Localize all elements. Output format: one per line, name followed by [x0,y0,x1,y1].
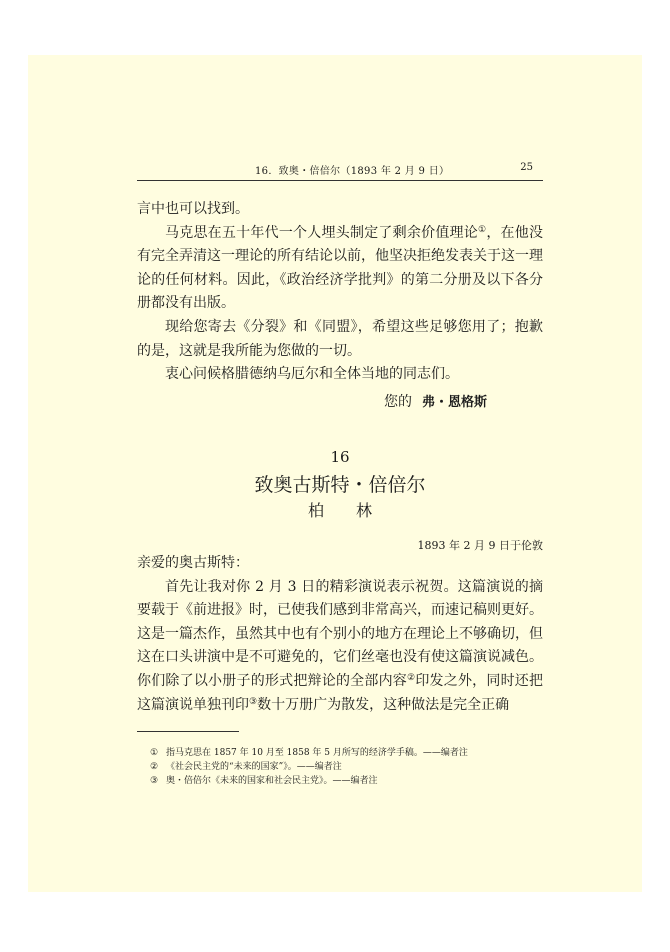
footnote-marker[interactable]: ② [407,672,416,683]
text-run: ，在他没有完全弄清这一理论的所有结论以前，他坚决拒绝发表关于这一理论的任何材料。因此，《政治经济学批判》的第二分册及以下各分册都没有出版。 [137,224,543,312]
footnote [150,760,468,774]
footnote-text: 奥・倍倍尔《未来的国家和社会民主党》。——编者注 [166,776,378,786]
paragraph [137,222,543,316]
footnote [150,774,468,788]
footnote-marker[interactable]: ① [478,224,487,235]
footnote-mark: ② [150,762,159,772]
letter-number: 16 [330,448,350,466]
running-header [137,160,543,181]
paragraph: 现给您寄去《分裂》和《同盟》，希望这些足够您用了；抱歉的是，这就是我所能为您做的一切。 [137,318,543,359]
footnote [150,746,468,760]
footnote-mark: ③ [150,776,159,786]
signature-name: 弗・恩格斯 [422,395,488,410]
signature [384,391,487,411]
footnote-marker[interactable]: ③ [249,696,258,707]
running-title: 16．致奥・倍倍尔（1893 年 2 月 9 日） [255,166,450,177]
text-run: 首先让我对你 2 月 3 日的精彩演说表示祝贺。这篇演说的摘要载于《前进报》时，已使我们感到非常高兴，而速记稿则更好。这是一篇杰作，虽然其中也有个别小的地方在理论上不够确切，但这在口头讲演中是不可避免的，它们丝毫也没有使这篇演说减色。你们除了以小册子的形式把辩论的全部内容 [137,578,543,689]
letter-body [137,552,543,717]
footnote-mark: ① [150,748,159,758]
paragraph: 衷心问候格腊德纳乌厄尔和全体当地的同志们。 [165,366,459,383]
text-run: 马克思在五十年代一个人埋头制定了剩余价值理论 [165,224,479,241]
footnote-text: 指马克思在 1857 年 10 月至 1858 年 5 月所写的经济学手稿。——编者注 [166,748,468,758]
paragraph: 言中也可以找到。 [137,201,249,217]
footnotes [150,746,468,788]
previous-letter-text [137,198,543,387]
text-run: 印发之外，同时还把这篇演说单独刊印 [137,672,544,713]
paragraph [137,576,543,718]
salutation: 亲爱的奥古斯特： [137,555,249,571]
text-run: 数十万册广为散发，这种做法是完全正确 [257,696,510,713]
footnote-divider [137,731,239,732]
letter-dateline: 1893 年 2 月 9 日于伦敦 [417,539,543,552]
footnote-text: 《社会民主党的“未来的国家”》。——编者注 [166,762,342,772]
page-number: 25 [520,162,533,173]
letter-title: 致奥古斯特・倍倍尔 [254,474,426,496]
letter-recipient-place: 柏 林 [307,501,372,520]
signature-prefix: 您的 [384,394,412,410]
